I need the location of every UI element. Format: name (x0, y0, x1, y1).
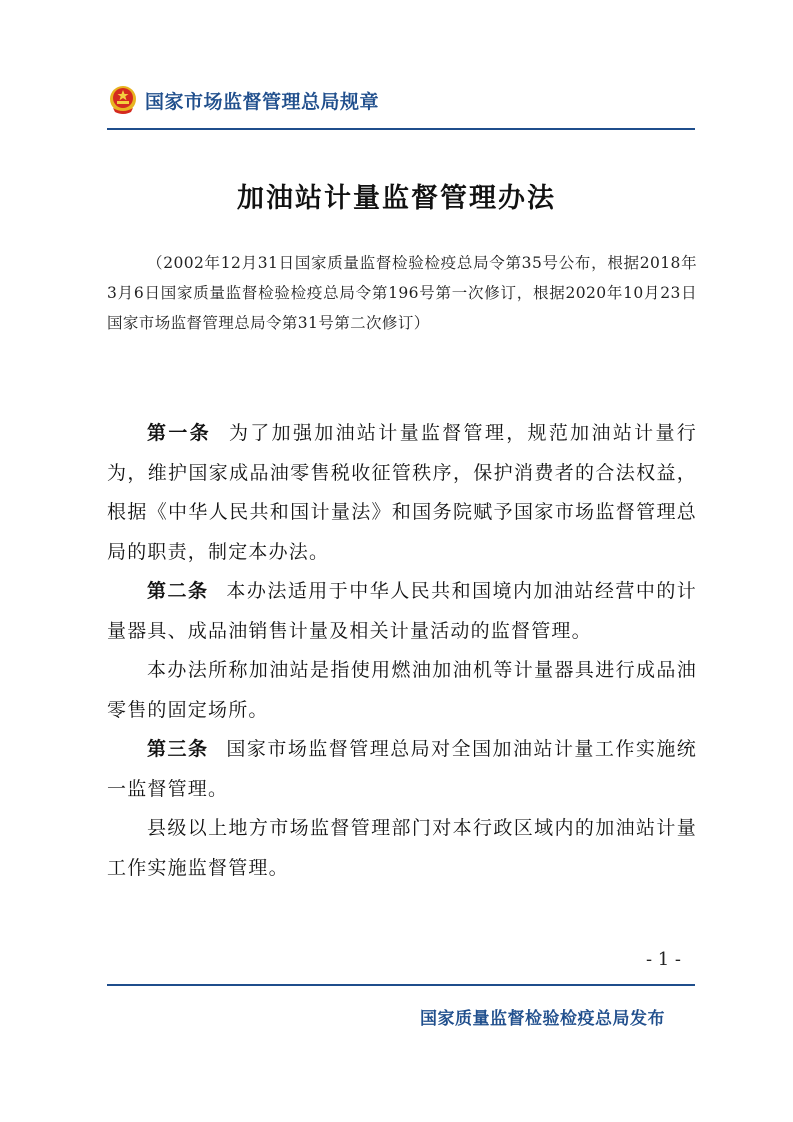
article-label: 第三条 (147, 738, 209, 760)
footer-publisher: 国家质量监督检验检疫总局发布 (420, 1009, 665, 1029)
article-1 (107, 414, 697, 572)
article-2 (107, 572, 697, 651)
article-3-paragraph-2 (107, 809, 697, 888)
article-text: 为了加强加油站计量监督管理，规范加油站计量行为，维护国家成品油零售税收征管秩序，保护消费者的合法权益，根据《中华人民共和国计量法》和国务院赋予国家市场监督管理总局的职责，制定本办法。 (107, 422, 697, 563)
page-header (107, 82, 379, 118)
page-number: - 1 - (645, 949, 681, 970)
article-text: 县级以上地方市场监督管理部门对本行政区域内的加油站计量工作实施监督管理。 (107, 817, 697, 879)
header-title: 国家市场监督管理总局规章 (145, 90, 380, 113)
article-text: 国家市场监督管理总局对全国加油站计量工作实施统一监督管理。 (107, 738, 697, 800)
article-text: 本办法适用于中华人民共和国境内加油站经营中的计量器具、成品油销售计量及相关计量活动的监督管理。 (107, 580, 697, 642)
article-label: 第一条 (147, 422, 211, 444)
article-3 (107, 730, 697, 809)
article-text: 本办法所称加油站是指使用燃油加油机等计量器具进行成品油零售的固定场所。 (107, 659, 697, 721)
national-emblem-icon (107, 84, 139, 116)
document-body (107, 414, 697, 888)
footer-divider (107, 984, 695, 986)
article-label: 第二条 (147, 580, 209, 602)
header-divider (107, 128, 695, 130)
article-2-paragraph-2 (107, 651, 697, 730)
document-preamble: （2002年12月31日国家质量监督检验检疫总局令第35号公布，根据2018年3月6日国家质量监督检验检疫总局令第196号第一次修订，根据2020年10月23日国家市场监督管理总局令第31号第二次修订） (107, 253, 697, 332)
document-title: 加油站计量监督管理办法 (237, 183, 556, 214)
